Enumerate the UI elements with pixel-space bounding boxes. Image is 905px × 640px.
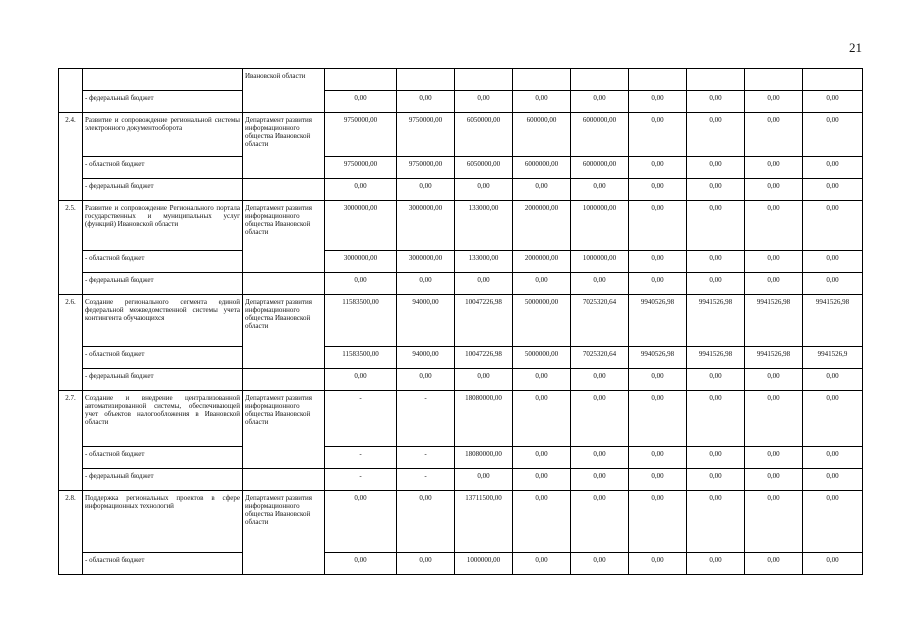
value-cell: 10047226,98 xyxy=(455,295,513,347)
value-cell: 5000000,00 xyxy=(513,295,571,347)
table-row xyxy=(59,157,863,179)
row-code: 2.7. xyxy=(59,391,83,491)
value-cell: 1000000,00 xyxy=(571,201,629,251)
table-row xyxy=(59,91,863,113)
value-cell: 0,00 xyxy=(325,553,397,575)
value-cell: 0,00 xyxy=(745,179,803,201)
value-cell: 0,00 xyxy=(687,179,745,201)
row-name: - областной бюджет xyxy=(83,347,243,369)
row-department xyxy=(243,273,325,295)
table-row xyxy=(59,447,863,469)
value-cell: 2000000,00 xyxy=(513,251,571,273)
value-cell: 0,00 xyxy=(803,491,863,553)
table-row xyxy=(59,347,863,369)
value-cell xyxy=(455,69,513,91)
value-cell: 94000,00 xyxy=(397,295,455,347)
value-cell: 9750000,00 xyxy=(325,157,397,179)
value-cell: 0,00 xyxy=(571,369,629,391)
value-cell: 0,00 xyxy=(325,369,397,391)
row-name: Создание и внедрение централизованной автоматизированной системы, обеспечивающей учет объектов налогообложения в Ивановской области xyxy=(83,391,243,447)
value-cell: 0,00 xyxy=(629,391,687,447)
budget-table xyxy=(58,68,863,575)
row-department xyxy=(243,469,325,491)
row-code: 2.6. xyxy=(59,295,83,391)
value-cell: - xyxy=(325,469,397,491)
value-cell: 0,00 xyxy=(571,491,629,553)
value-cell: 11583500,00 xyxy=(325,347,397,369)
value-cell: 0,00 xyxy=(455,273,513,295)
value-cell: 18080000,00 xyxy=(455,447,513,469)
value-cell: 0,00 xyxy=(745,369,803,391)
value-cell: 7025320,64 xyxy=(571,295,629,347)
value-cell: 0,00 xyxy=(803,251,863,273)
value-cell: 0,00 xyxy=(397,369,455,391)
table-row xyxy=(59,295,863,347)
value-cell: 0,00 xyxy=(803,391,863,447)
value-cell: 0,00 xyxy=(629,469,687,491)
row-name: Поддержка региональных проектов в сфере информационных технологий xyxy=(83,491,243,553)
row-department: Департамент развития информационного общества Ивановской области xyxy=(243,491,325,575)
table-row xyxy=(59,391,863,447)
row-code: 2.5. xyxy=(59,201,83,295)
value-cell: 0,00 xyxy=(455,179,513,201)
value-cell: - xyxy=(397,447,455,469)
value-cell: 0,00 xyxy=(803,157,863,179)
table-row xyxy=(59,201,863,251)
row-name xyxy=(83,69,243,91)
value-cell: 0,00 xyxy=(687,447,745,469)
value-cell: 0,00 xyxy=(745,251,803,273)
value-cell: 9940526,98 xyxy=(629,347,687,369)
value-cell: 6000000,00 xyxy=(571,113,629,157)
table-row xyxy=(59,179,863,201)
value-cell: 10047226,98 xyxy=(455,347,513,369)
value-cell: 0,00 xyxy=(513,469,571,491)
row-code: 2.4. xyxy=(59,113,83,201)
value-cell: 94000,00 xyxy=(397,347,455,369)
value-cell: 0,00 xyxy=(325,491,397,553)
value-cell: 0,00 xyxy=(513,273,571,295)
value-cell: 9940526,98 xyxy=(629,295,687,347)
value-cell: 0,00 xyxy=(629,273,687,295)
value-cell: 5000000,00 xyxy=(513,347,571,369)
value-cell: 0,00 xyxy=(397,491,455,553)
row-name: Создание регионального сегмента единой федеральной межведомственной системы учета контингента обучающихся xyxy=(83,295,243,347)
value-cell: 0,00 xyxy=(803,273,863,295)
value-cell: 0,00 xyxy=(629,447,687,469)
value-cell: 0,00 xyxy=(687,273,745,295)
page-number: 21 xyxy=(849,40,862,55)
value-cell: 0,00 xyxy=(745,553,803,575)
value-cell: 0,00 xyxy=(745,201,803,251)
value-cell: 0,00 xyxy=(687,251,745,273)
value-cell: 0,00 xyxy=(745,113,803,157)
value-cell xyxy=(513,69,571,91)
row-name: Развитие и сопровождение региональной системы электронного документооборота xyxy=(83,113,243,157)
value-cell: 0,00 xyxy=(745,469,803,491)
row-name: - федеральный бюджет xyxy=(83,91,243,113)
row-name: - областной бюджет xyxy=(83,157,243,179)
value-cell: 0,00 xyxy=(397,179,455,201)
value-cell: 0,00 xyxy=(629,491,687,553)
value-cell xyxy=(325,69,397,91)
value-cell: 18080000,00 xyxy=(455,391,513,447)
value-cell: 6050000,00 xyxy=(455,157,513,179)
value-cell: 0,00 xyxy=(325,273,397,295)
value-cell: 0,00 xyxy=(571,391,629,447)
value-cell: 0,00 xyxy=(803,179,863,201)
value-cell: 0,00 xyxy=(687,553,745,575)
table-row xyxy=(59,273,863,295)
value-cell: 0,00 xyxy=(455,369,513,391)
row-code: 2.8. xyxy=(59,491,83,575)
value-cell: 11583500,00 xyxy=(325,295,397,347)
value-cell: 0,00 xyxy=(397,273,455,295)
value-cell: 2000000,00 xyxy=(513,201,571,251)
row-department: Департамент развития информационного общества Ивановской области xyxy=(243,391,325,469)
value-cell: 6000000,00 xyxy=(571,157,629,179)
value-cell: 0,00 xyxy=(687,491,745,553)
value-cell: 1000000,00 xyxy=(571,251,629,273)
value-cell: 0,00 xyxy=(687,469,745,491)
value-cell: 9750000,00 xyxy=(397,157,455,179)
value-cell xyxy=(803,69,863,91)
value-cell: 0,00 xyxy=(629,113,687,157)
value-cell: 0,00 xyxy=(629,91,687,113)
row-name: - федеральный бюджет xyxy=(83,179,243,201)
value-cell: 9941526,98 xyxy=(687,295,745,347)
value-cell: 0,00 xyxy=(629,369,687,391)
row-name: - федеральный бюджет xyxy=(83,369,243,391)
value-cell: 13711500,00 xyxy=(455,491,513,553)
row-name: - областной бюджет xyxy=(83,251,243,273)
value-cell: 0,00 xyxy=(397,553,455,575)
value-cell: 0,00 xyxy=(629,157,687,179)
row-department: Ивановской области xyxy=(243,69,325,113)
value-cell: 0,00 xyxy=(629,251,687,273)
value-cell: 9941526,98 xyxy=(745,347,803,369)
value-cell: 0,00 xyxy=(687,157,745,179)
row-department xyxy=(243,369,325,391)
value-cell: 0,00 xyxy=(745,391,803,447)
value-cell: 0,00 xyxy=(745,91,803,113)
value-cell: 0,00 xyxy=(803,469,863,491)
value-cell: - xyxy=(397,469,455,491)
value-cell: 0,00 xyxy=(629,201,687,251)
value-cell: 3000000,00 xyxy=(325,251,397,273)
value-cell: 0,00 xyxy=(571,553,629,575)
value-cell: 9750000,00 xyxy=(397,113,455,157)
value-cell: 9750000,00 xyxy=(325,113,397,157)
value-cell: 0,00 xyxy=(513,369,571,391)
value-cell: 0,00 xyxy=(687,113,745,157)
row-name: - федеральный бюджет xyxy=(83,469,243,491)
value-cell: 9941526,9 xyxy=(803,347,863,369)
value-cell: 0,00 xyxy=(571,179,629,201)
value-cell: 3000000,00 xyxy=(397,201,455,251)
value-cell: 0,00 xyxy=(687,91,745,113)
value-cell: 0,00 xyxy=(745,447,803,469)
value-cell xyxy=(571,69,629,91)
value-cell: 0,00 xyxy=(397,91,455,113)
value-cell: 0,00 xyxy=(455,469,513,491)
row-name: - областной бюджет xyxy=(83,553,243,575)
row-department xyxy=(243,179,325,201)
table-row xyxy=(59,251,863,273)
value-cell: 0,00 xyxy=(745,491,803,553)
value-cell: 6050000,00 xyxy=(455,113,513,157)
row-name: - областной бюджет xyxy=(83,447,243,469)
value-cell: 0,00 xyxy=(513,447,571,469)
table-row xyxy=(59,113,863,157)
value-cell: 3000000,00 xyxy=(397,251,455,273)
value-cell: 0,00 xyxy=(803,201,863,251)
table-row xyxy=(59,369,863,391)
value-cell: 0,00 xyxy=(571,273,629,295)
value-cell: 0,00 xyxy=(745,157,803,179)
value-cell: 0,00 xyxy=(513,391,571,447)
row-department: Департамент развития информационного общества Ивановской области xyxy=(243,113,325,179)
value-cell: 0,00 xyxy=(571,447,629,469)
value-cell: - xyxy=(325,447,397,469)
value-cell: 133000,00 xyxy=(455,251,513,273)
value-cell: 9941526,98 xyxy=(745,295,803,347)
value-cell: 0,00 xyxy=(513,91,571,113)
value-cell: 133000,00 xyxy=(455,201,513,251)
value-cell: 1000000,00 xyxy=(455,553,513,575)
row-name: Развитие и сопровождение Регионального портала государственных и муниципальных услуг (функций) Ивановской области xyxy=(83,201,243,251)
row-code xyxy=(59,69,83,113)
table-row xyxy=(59,469,863,491)
value-cell: 0,00 xyxy=(571,91,629,113)
table-row xyxy=(59,553,863,575)
value-cell: 0,00 xyxy=(687,391,745,447)
value-cell: 0,00 xyxy=(803,91,863,113)
value-cell: 9941526,98 xyxy=(687,347,745,369)
value-cell: 9941526,98 xyxy=(803,295,863,347)
value-cell: - xyxy=(397,391,455,447)
value-cell: 0,00 xyxy=(803,447,863,469)
value-cell: 0,00 xyxy=(513,179,571,201)
value-cell: 0,00 xyxy=(455,91,513,113)
row-name: - федеральный бюджет xyxy=(83,273,243,295)
value-cell: 0,00 xyxy=(803,553,863,575)
value-cell xyxy=(397,69,455,91)
value-cell: 0,00 xyxy=(687,369,745,391)
value-cell: 600000,00 xyxy=(513,113,571,157)
value-cell: 0,00 xyxy=(325,179,397,201)
value-cell: 0,00 xyxy=(629,553,687,575)
value-cell: 7025320,64 xyxy=(571,347,629,369)
value-cell: 0,00 xyxy=(803,113,863,157)
value-cell: 0,00 xyxy=(513,553,571,575)
value-cell: - xyxy=(325,391,397,447)
row-department: Департамент развития информационного общества Ивановской области xyxy=(243,295,325,369)
value-cell xyxy=(629,69,687,91)
value-cell: 0,00 xyxy=(513,491,571,553)
value-cell: 0,00 xyxy=(745,273,803,295)
row-department: Департамент развития информационного общества Ивановской области xyxy=(243,201,325,273)
value-cell: 3000000,00 xyxy=(325,201,397,251)
value-cell: 0,00 xyxy=(571,469,629,491)
value-cell xyxy=(687,69,745,91)
value-cell: 6000000,00 xyxy=(513,157,571,179)
table-row xyxy=(59,491,863,553)
value-cell: 0,00 xyxy=(629,179,687,201)
value-cell xyxy=(745,69,803,91)
value-cell: 0,00 xyxy=(325,91,397,113)
table-row xyxy=(59,69,863,91)
value-cell: 0,00 xyxy=(803,369,863,391)
value-cell: 0,00 xyxy=(687,201,745,251)
